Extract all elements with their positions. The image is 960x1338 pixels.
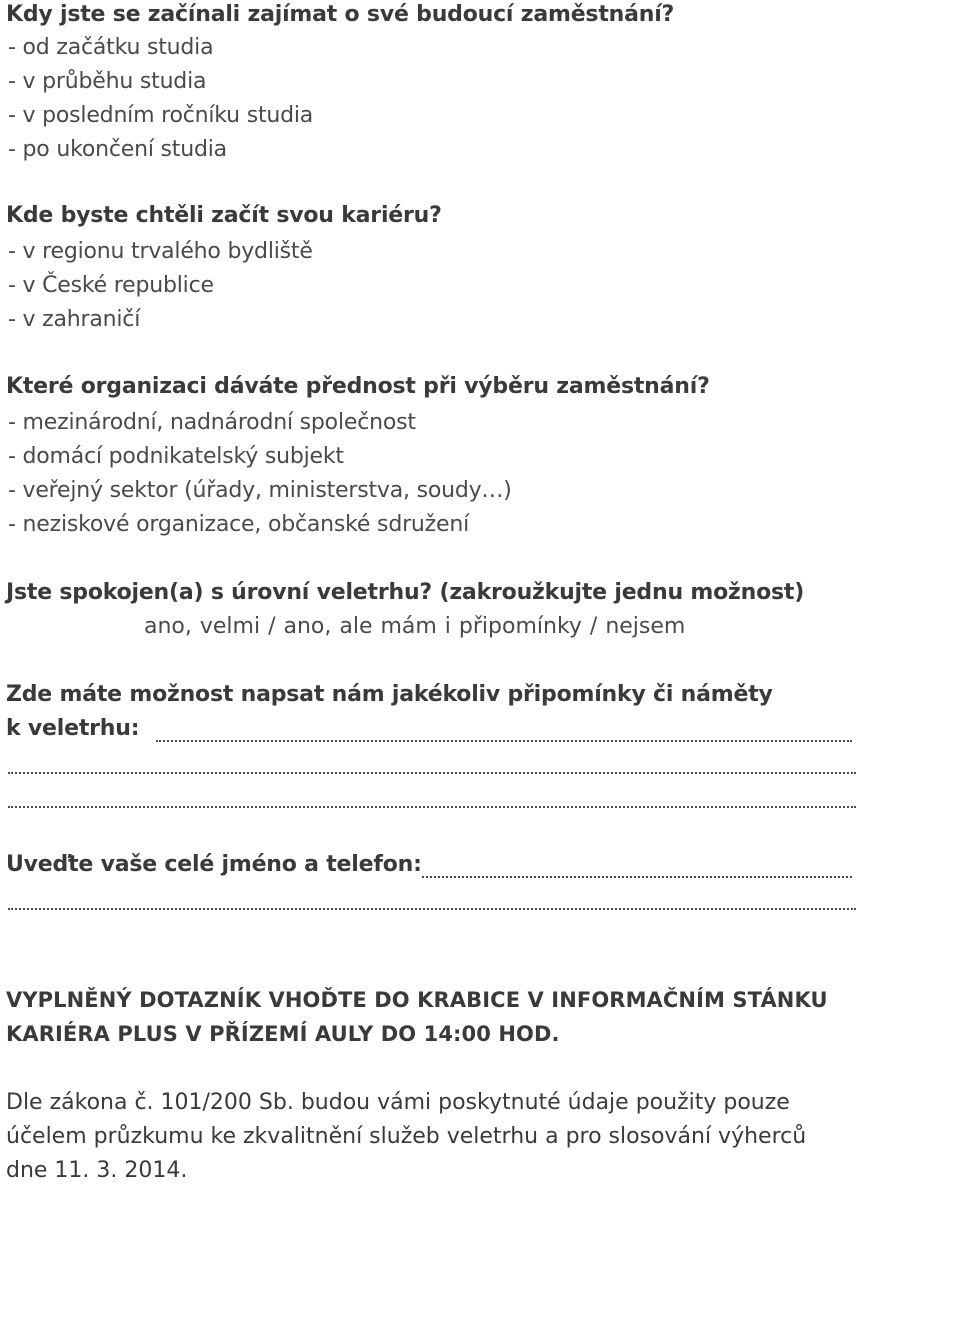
option-after-study[interactable]: - po ukončení studia [8, 137, 227, 162]
option-from-start[interactable]: - od začátku studia [8, 35, 214, 60]
instruction-line2: KARIÉRA PLUS V PŘÍZEMÍ AULY DO 14:00 HOD. [6, 1022, 560, 1046]
name-phone-line-1[interactable] [422, 876, 852, 878]
question-organization-preference: Které organizaci dáváte přednost při výběru zaměstnání? [6, 374, 710, 399]
option-abroad[interactable]: - v zahraničí [8, 307, 141, 332]
option-public-sector[interactable]: - veřejný sektor (úřady, ministerstva, soudy…) [8, 478, 512, 503]
name-phone-label: Uveďte vaše celé jméno a telefon: [6, 852, 422, 877]
option-domestic-business[interactable]: - domácí podnikatelský subjekt [8, 444, 344, 469]
option-international-company[interactable]: - mezinárodní, nadnárodní společnost [8, 410, 416, 435]
option-during-study[interactable]: - v průběhu studia [8, 69, 207, 94]
legal-note-line3: dne 11. 3. 2014. [6, 1158, 188, 1183]
legal-note-line2: účelem průzkumu ke zkvalitnění služeb veletrhu a pro slosování výherců [6, 1124, 807, 1149]
satisfaction-choices[interactable]: ano, velmi / ano, ale mám i připomínky / nejsem [144, 614, 686, 639]
instruction-line1: VYPLNĚNÝ DOTAZNÍK VHOĎTE DO KRABICE V INFORMAČNÍM STÁNKU [6, 988, 828, 1012]
comments-prompt-line2: k veletrhu: [6, 716, 140, 741]
comments-line-2[interactable] [8, 772, 856, 774]
question-career-start: Kde byste chtěli začít svou kariéru? [6, 203, 442, 228]
option-final-year[interactable]: - v posledním ročníku studia [8, 103, 314, 128]
option-czech-republic[interactable]: - v České republice [8, 273, 214, 298]
legal-note-line1: Dle zákona č. 101/200 Sb. budou vámi poskytnuté údaje použity pouze [6, 1090, 790, 1115]
comments-line-1[interactable] [156, 740, 852, 742]
question-satisfaction [6, 580, 804, 605]
comments-line-3[interactable] [8, 806, 856, 808]
option-nonprofit[interactable]: - neziskové organizace, občanské sdružení [8, 512, 470, 537]
option-home-region[interactable]: - v regionu trvalého bydliště [8, 239, 313, 264]
satisfaction-hint: (zakroužkujte jednu možnost) [439, 580, 805, 605]
satisfaction-question-text: Jste spokojen(a) s úrovní veletrhu? [6, 580, 432, 605]
comments-prompt-line1: Zde máte možnost napsat nám jakékoliv připomínky či náměty [6, 682, 773, 707]
name-phone-line-2[interactable] [8, 908, 856, 910]
question-start-interest: Kdy jste se začínali zajímat o své budoucí zaměstnání? [6, 2, 675, 27]
